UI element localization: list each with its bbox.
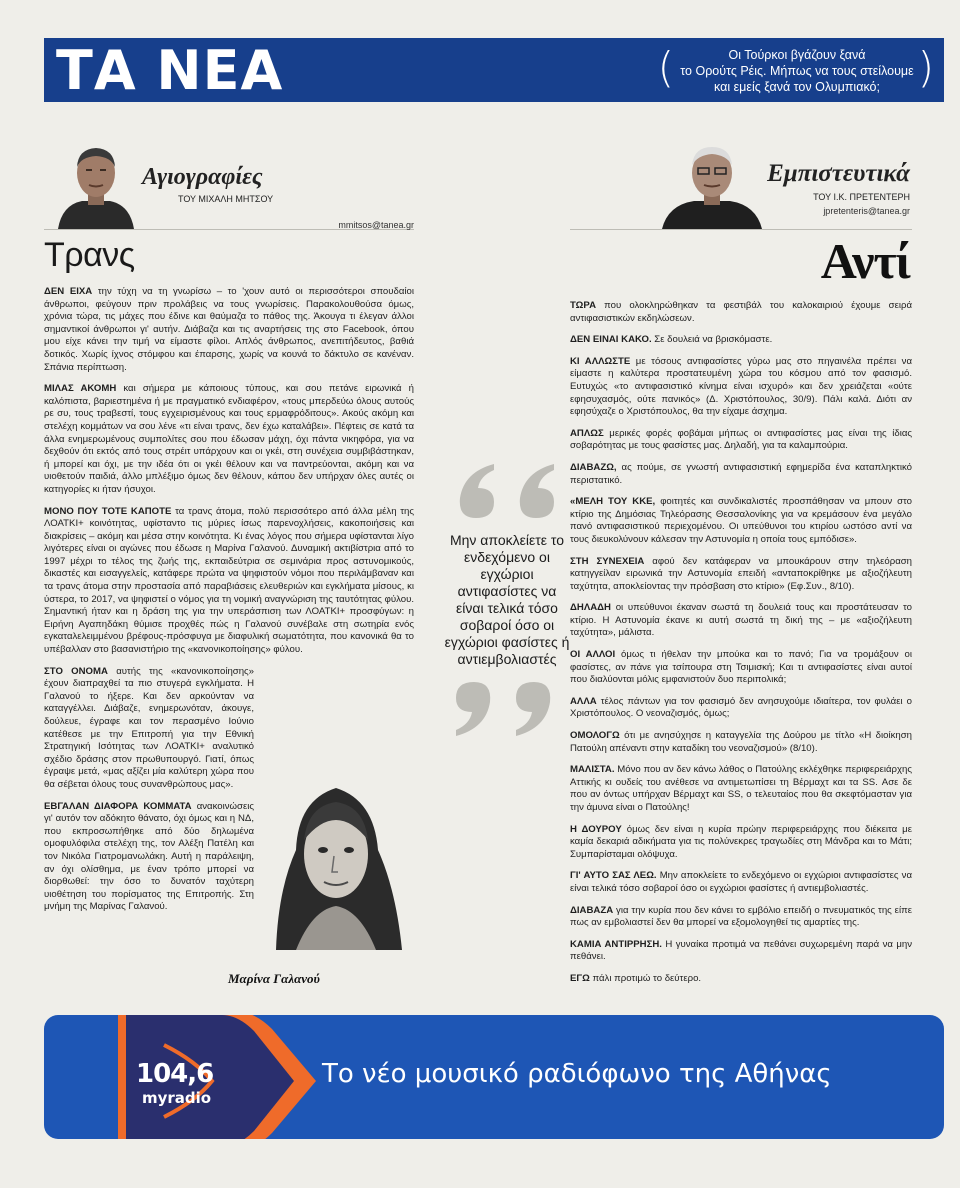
paragraph: [570, 300, 912, 325]
quote-mark-icon: [510, 458, 560, 522]
paragraph: [570, 428, 912, 453]
radio-frequency: 104,6: [136, 1059, 214, 1089]
paragraph: [570, 462, 912, 487]
paragraph-text: τα τρανς άτομα, πολύ περισσότερο από άλλα μέλη της ΛΟΑΤΚΙ+ κοινότητας, υφίσταντο τις μύριες ίσως παρενοχλήσεις, κακοποιήσεις και διακρίσεις – ακόμη και μέσα στην κοινότητα. Κι ένας λόγος που σήμερα υφίστανται λίγο λιγότερες είναι οι αγώνες που έδωσε η Μαρίνα Γαλανού. Δυναμική ακτιβίστρια από το 1997 μέχρι το τέλος της ζωής της, εκπαιδεύτρια σε σεμινάρια προς αστυνομικούς, δικαστές και εισαγγελείς, κατάφερε πρώτα να ψηφιστούν νόμοι που περιλάμβαναν και τα τρανς άτομα στην προστασία από παραβιάσεις ελευθεριών και εγκλήματα μίσους, κι ύστερα, το 2017, να ψηφιστεί ο νόμος για τη νομική αναγνώριση της ταυτότητας φύλου. Σημαντική ήταν και η δράση της για την υπεράσπιση των ΛΟΑΤΚΙ+ προσφύγων: η Ειρήνη Αγαπηδάκη θύμισε προχθές πώς η Γαλανού συνέβαλε στη σωτηρία ενός εγκαταλελειμμένου βρέφους-πρόσφυγα με διαφυλική σωματότητα, που κανονικά θα το υπέβαλλαν στο βασανιστήριο της «κανονικοποίησης» φύλου.: [44, 505, 415, 656]
portrait-caption: Μαρίνα Γαλανού: [228, 971, 320, 986]
paragraph: [44, 506, 414, 657]
ad-tagline: Το νέο μουσικό ραδιόφωνο της Αθήνας: [322, 1059, 832, 1089]
paragraph-lead: ΟΙ ΑΛΛΟΙ: [570, 649, 616, 661]
paragraph: [570, 556, 912, 594]
paragraph-lead: ΔΗΛΑΔΗ: [570, 602, 611, 614]
paragraph: [570, 730, 912, 755]
paragraph-lead: ΣΤΟ ΟΝΟΜΑ: [44, 665, 108, 677]
paragraph-text: αφού δεν κατάφεραν να μπουκάρουν στην τηλεόραση κατηγγείλαν ειρωνικά την Αστυνομία επειδή «ανταποκρίθηκε με αξιοζήλευτη ταχύτητα, αποκλείοντας την πρόσβαση στο κτίριο» (Εφ.Συν., 8/10).: [570, 555, 912, 592]
paragraph: [570, 870, 912, 895]
paragraph-lead: ΟΜΟΛΟΓΩ: [570, 730, 620, 742]
radio-brand: myradio: [142, 1089, 212, 1107]
paragraph-lead: ΜΙΛΑΣ ΑΚΟΜΗ: [44, 383, 117, 395]
paragraph-lead: ΔΙΑΒΑΖΑ: [570, 904, 614, 916]
close-quote-marks: [450, 678, 560, 742]
paragraph-lead: ΜΟΝΟ ΠΟΥ ΤΟΤΕ ΚΑΠΟΤΕ: [44, 505, 172, 517]
paragraph-text: Μην αποκλείετε το ενδεχόμενο οι εγχώριοι αντιφασίστες να είναι τελικά τόσο σοβαροί όσο οι εγχώριοι φασίστες ή αντιεμβολιαστές.: [570, 870, 912, 894]
paragraph: [44, 286, 414, 374]
newspaper-logo: ΤΑ ΝΕΑ: [56, 39, 284, 102]
paragraph-text: για την κυρία που δεν κάνει το εμβόλιο επειδή ο πνευματικός της είπε πως αν εμβολιαστεί δεν θα μπορεί να εξομολογηθεί τις αμαρτίες της.: [570, 904, 912, 929]
paragraph-lead: ΕΒΓΑΛΑΝ ΔΙΑΦΟΡΑ ΚΟΜΜΑΤΑ: [44, 800, 192, 812]
paragraph-text: Σε δουλειά να βρισκόμαστε.: [654, 334, 773, 346]
open-quote-marks: [450, 458, 560, 522]
paragraph: [570, 356, 912, 419]
paragraph-lead: ΓΙ' ΑΥΤΟ ΣΑΣ ΛΕΩ.: [570, 870, 657, 882]
author-email: mmitsos@tanea.gr: [338, 220, 414, 230]
author-email: jpretenteris@tanea.gr: [823, 206, 910, 216]
paragraph-text: Η γυναίκα προτιμά να πεθάνει συχωρεμένη παρά να μην πεθάνει.: [570, 938, 912, 963]
paragraph: [570, 939, 912, 964]
paragraph: [570, 334, 912, 347]
article-headline: Τρανς: [44, 236, 135, 274]
masthead-quote: [672, 44, 922, 96]
paragraph-lead: ΚΑΜΙΑ ΑΝΤΙΡΡΗΣΗ.: [570, 938, 662, 950]
paragraph-text: όμως τι ήθελαν την μπούκα και το πανό; Για να τρομάξουν οι φασίστες, αν πάνε για τσίπουρα στη Τσιμισκή; Και τι αντιφασίστες είναι αυτοί που διαλύονται μόλις εμφανιστούν δυο περιπολικά;: [570, 649, 912, 686]
pull-quote: [444, 458, 570, 742]
paragraph-text: Μόνο που αν δεν κάνω λάθος ο Πατούλης εκλέχθηκε περιφερειάρχης Αττικής κι ουδείς του ανέθεσε να αντιμετωπίσει τη Βέρμαχτ και τα SS. Ασε δε που αν όντως υπήρχαν Βέρμαχτ και SS, ο τελευταίος που θα σκεφτόμασταν για την άμυνα είναι ο Πατούλης!: [570, 764, 912, 813]
paragraph: [570, 824, 912, 862]
byline: [570, 118, 912, 230]
pull-quote-text: Μην αποκλείετε το ενδεχόμενο οι εγχώριοι αντιφασίστες να είναι τελικά τόσο σοβαροί όσο οι εγχώριοι φασίστες ή αντιεμβολιαστές: [444, 532, 570, 667]
article-body: [570, 300, 912, 986]
column-title: Εμπιστευτικά: [767, 160, 910, 187]
paragraph-text: την τύχη να τη γνωρίσω – το 'χουν αυτό οι περισσότεροι σπουδαίοι άνθρωποι, φεύγουν πριν προλάβεις να τους γνωρίσεις. Παρακολουθούσα όμως, χρόνια τώρα, τις μάχες που έδινε και θαύμαζα το πάθος της. Άκουγα τι έλεγαν άλλοι σημαντικοί άνθρωποι γι' αυτήν. Διάβαζα και τις αναρτήσεις της στο Facebook, όπου μου είχε κάνει την τιμή να είμαστε φίλοι. Απλός άνθρωπος, ανεπιτήδευτος, βαθιά δοτικός. Χωρίς ίχνος στόμφου και έπαρσης, χωρίς να κουνά το δάκτυλο σε κανέναν. Σπάνια περίπτωση.: [44, 286, 414, 373]
paragraph-text: με τόσους αντιφασίστες γύρω μας στο πηγαινέλα πρέπει να είμαστε η καλύτερα προστατευμένη χώρα του κόσμου από τον φασισμό. Ευτυχώς «το αντιφασιστικό κίνημα είναι ισχυρό» και δεν χρειάζεται «ούτε εφησυχασμός, ούτε πανικός» (Δ. Χριστόπουλος, 30/9). Πάλι καλά. Διότι αν εφησύχαζε ο Χριστόπουλος, θα την είχαμε άσχημα.: [570, 355, 912, 418]
masthead-quote-line: το Ορούτς Ρέις. Μήπως να τους στείλουμε: [680, 64, 914, 78]
paragraph-text: ανακοινώσεις γι' αυτόν τον αδόκητο θάνατο, όχι όμως και η ΝΔ, που εκπροσωπήθηκε από δύο δηλωμένα ομοφυλόφιλα στελέχη της, τον Αλέξη Πατέλη και τον Νικόλα Γιατρομανωλάκη. Αυτή η παράλειψη, αν όχι ολίσθημα, με έναν τρόπο μπορεί να διορθωθεί: την όσο το δυνατόν ταχύτερη υιοθέτηση του πορίσματος της Επιτροπής. Στη μνήμη της Μαρίνας Γαλανού.: [44, 800, 254, 913]
paragraph: [570, 602, 912, 640]
masthead: [44, 38, 944, 102]
paragraph-text: τέλος πάντων για τον φασισμό δεν ανησυχούμε ιδιαίτερα, τον φυλάει ο Χριστόπουλος. Ο νεοναζισμός, όμως;: [570, 695, 912, 720]
paragraph-lead: ΤΩΡΑ: [570, 300, 596, 311]
article-headline: Αντί: [820, 233, 910, 289]
paragraph-text: που ολοκληρώθηκαν τα φεστιβάλ του καλοκαιριού έχουμε σειρά αντιφασιστικών εκδηλώσεων.: [570, 300, 912, 324]
author-name: ΤΟΥ Ι.Κ. ΠΡΕΤΕΝΤΕΡΗ: [813, 192, 910, 202]
paragraph-lead: Η ΔΟΥΡΟΥ: [570, 823, 622, 835]
paragraph-text: μερικές φορές φοβάμαι μήπως οι αντιφασίστες μας είναι της ίδιας σοβαρότητας με τους φασίστες μας. Δηλαδή, για τα καλαμπούρια.: [570, 427, 912, 452]
paragraph-text: πάλι προτιμώ το δεύτερο.: [592, 972, 702, 984]
author-avatar: [658, 139, 766, 229]
paragraph-lead: ΚΙ ΑΛΛΩΣΤΕ: [570, 355, 631, 367]
quote-mark-icon: [450, 678, 500, 742]
paragraph: [44, 801, 254, 914]
column-empisteftika: [570, 118, 912, 995]
paragraph: [44, 666, 254, 792]
column-title: Αγιογραφίες: [142, 164, 263, 190]
paragraph-text: αυτής της «κανονικοποίησης» έχουν διαπραχθεί τα πιο στυγερά εγκλήματα. Η Γαλανού το ήξερε. Και δεν αρκούνταν να καταγγέλλει. Διάβαζε, ενημερωνόταν, άκουγε, δούλευε, έγραφε και τον περασμένο Ιούνιο κατέθεσε με την Επιτροπή για την Εθνική Στρατηγική Ισότητας των ΛΟΑΤΚΙ+ αναλυτικό σχέδιο δράσης στον πρωθυπουργό. Γιατί, όπως έγραψε μετά, «μας αξίζει μία καλύτερη χώρα που θα σέβεται όλους τους συνανθρώπους μας».: [44, 665, 254, 790]
quote-paren-right: ): [917, 43, 934, 92]
paragraph-lead: ΔΕΝ ΕΙΝΑΙ ΚΑΚΟ.: [570, 334, 652, 346]
galanou-portrait: [256, 770, 416, 950]
byline: [44, 118, 414, 230]
paragraph-text: οι υπεύθυνοι έκαναν σωστά τη δουλειά τους και προστάτευσαν το κτίριο. Η Αστυνομία έκανε κι αυτή σωστά τη δική της – με «αξιοζήλευτη ταχύτητα», μάλιστα.: [570, 602, 912, 639]
paragraph-text: ας πούμε, σε γνωστή αντιφασιστική εφημερίδα ένα καταπληκτικό περιστατικό.: [570, 461, 912, 486]
paragraph: [570, 764, 912, 814]
paragraph-lead: ΑΠΛΩΣ: [570, 427, 604, 439]
paragraph: [570, 496, 912, 546]
paragraph: [44, 383, 414, 496]
paragraph-text: φοιτητές και συνδικαλιστές προσπάθησαν να μπουν στο κτίριο της Δημόσιας Τηλεόρασης Θεσσαλονίκης για να κρεμάσουν ένα μεγάλο πανό αντιφασιστικού περιεχομένου. Οι υπεύθυνοι του κτιρίου ωστόσο αντί να τους διευκολύνουν κάλεσαν την Αστυνομία η οποία τους εμπόδισε».: [570, 496, 913, 545]
author-name: ΤΟΥ ΜΙΧΑΛΗ ΜΗΤΣΟΥ: [178, 194, 274, 204]
paragraph-text: όμως δεν είναι η κυρία πρώην περιφερειάρχης που διέκειτα με καμία δεκαριά αδικήματα για τις πολύνεκρες τραγωδίες στη Μάνδρα και το Μάτι; Συμπαρίσταμαι ολόψυχα.: [570, 823, 912, 860]
paragraph-text: και σήμερα με κάποιους τύπους, και σου πετάνε ειρωνικά ή καλόπιστα, βαριεστημένα ή με πραγματικό ενδιαφέρον, «τους μπερδεύω όλους αυτούς ρε συ, τους τραβεστί, τους εγχειρισμένους και τους ερμαφρόδιτους». Ακούς ακόμη και στελέχη κομμάτων να σου λένε «τι είναι τρανς, δεν έχω καταλάβει». Πέφτεις σε κατά τα άλλα ενημερωμένους συμπολίτες σου που έδωσαν μάχη, όχι πάντα νικηφόρα, για να δεχθούν ότι εκτός από τους στρέιτ υπάρχουν και οι γκέι, στη συνέχεια συμβιβάστηκαν, ή μπορεί και όχι, με την ιδέα ότι οι γκέι θέλουν και να παντρεύονται, ακόμη και να υιοθετούν παιδιά, άλλο μπλέξιμο όμως δεν θέλουν, κάπου δεν υπήρχαν όλες αυτές οι κατηγορίες κι ήταν ήσυχοι.: [44, 383, 414, 495]
paragraph-lead: ΜΑΛΙΣΤΑ.: [570, 764, 615, 776]
paragraph-lead: ΕΓΩ: [570, 972, 590, 984]
paragraph-lead: ΑΛΛΑ: [570, 695, 597, 707]
paragraph: [570, 649, 912, 687]
paragraph-lead: ΔΕΝ ΕΙΧΑ: [44, 286, 93, 297]
quote-paren-left: (: [657, 43, 674, 92]
paragraph: [570, 905, 912, 930]
paragraph-text: ότι με ανησύχησε η καταγγελία της Δούρου με τίτλο «Η διοίκηση Πατούλη απέναντι στην καταδίκη του νεοναζισμού» (8/10).: [570, 730, 912, 754]
masthead-quote-line: Οι Τούρκοι βγάζουν ξανά: [728, 48, 866, 62]
author-avatar: [56, 139, 136, 229]
radio-advertisement[interactable]: [44, 1015, 944, 1139]
paragraph: [570, 696, 912, 721]
quote-mark-icon: [450, 458, 500, 522]
paragraph-lead: «ΜΕΛΗ ΤΟΥ ΚΚΕ,: [570, 496, 656, 508]
quote-mark-icon: [510, 678, 560, 742]
paragraph: [570, 973, 912, 986]
paragraph-lead: ΔΙΑΒΑΖΩ,: [570, 461, 617, 473]
masthead-quote-line: και εμείς ξανά τον Ολυμπιακό;: [714, 80, 880, 94]
paragraph-lead: ΣΤΗ ΣΥΝΕΧΕΙΑ: [570, 555, 645, 567]
